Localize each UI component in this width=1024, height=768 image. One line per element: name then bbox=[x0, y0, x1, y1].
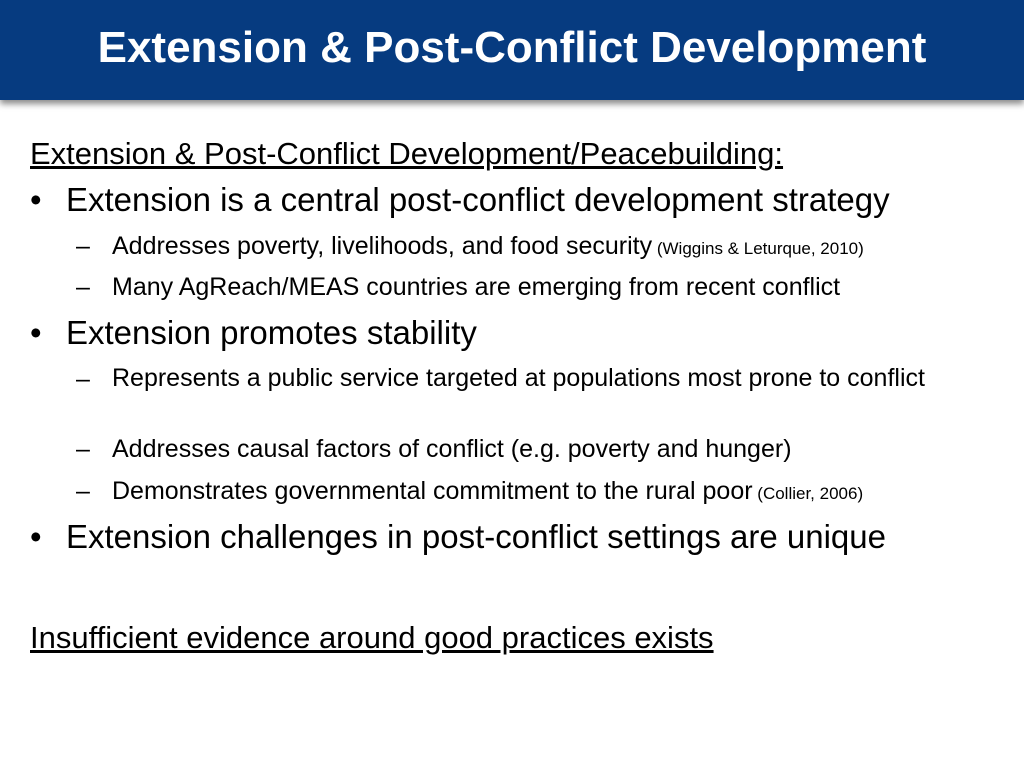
bullet-text: Extension is a central post-conflict development strategy bbox=[66, 181, 890, 218]
bullet-icon: • bbox=[30, 314, 42, 351]
citation: (Collier, 2006) bbox=[752, 484, 864, 503]
sub-bullet-text: Addresses causal factors of conflict (e.g. poverty and hunger) bbox=[112, 435, 792, 463]
bullet-text: Extension promotes stability bbox=[66, 314, 477, 351]
sub-bullet-text: Demonstrates governmental commitment to the rural poor (Collier, 2006) bbox=[112, 477, 864, 505]
sub-bullet-text: Many AgReach/MEAS countries are emerging from recent conflict bbox=[112, 273, 841, 301]
title-bar bbox=[0, 0, 1024, 100]
dash-icon: – bbox=[76, 232, 90, 260]
dash-icon: – bbox=[76, 273, 90, 301]
dash-icon: – bbox=[76, 435, 90, 463]
conclusion-heading: Insufficient evidence around good practices exists bbox=[30, 620, 714, 655]
slide-title: Extension & Post-Conflict Development bbox=[97, 23, 927, 72]
dash-icon: – bbox=[76, 477, 90, 505]
sub-bullet-text: Addresses poverty, livelihoods, and food security (Wiggins & Leturque, 2010) bbox=[112, 232, 864, 260]
dash-icon: – bbox=[76, 365, 90, 393]
sub-bullet-text: Represents a public service targeted at populations most prone to conflict bbox=[112, 364, 925, 392]
bullet-icon: • bbox=[30, 181, 42, 218]
section-heading: Extension & Post-Conflict Development/Peacebuilding: bbox=[30, 136, 784, 171]
bullet-text: Extension challenges in post-conflict settings are unique bbox=[66, 518, 886, 555]
bullet-icon: • bbox=[30, 518, 42, 555]
citation: (Wiggins & Leturque, 2010) bbox=[652, 239, 864, 258]
